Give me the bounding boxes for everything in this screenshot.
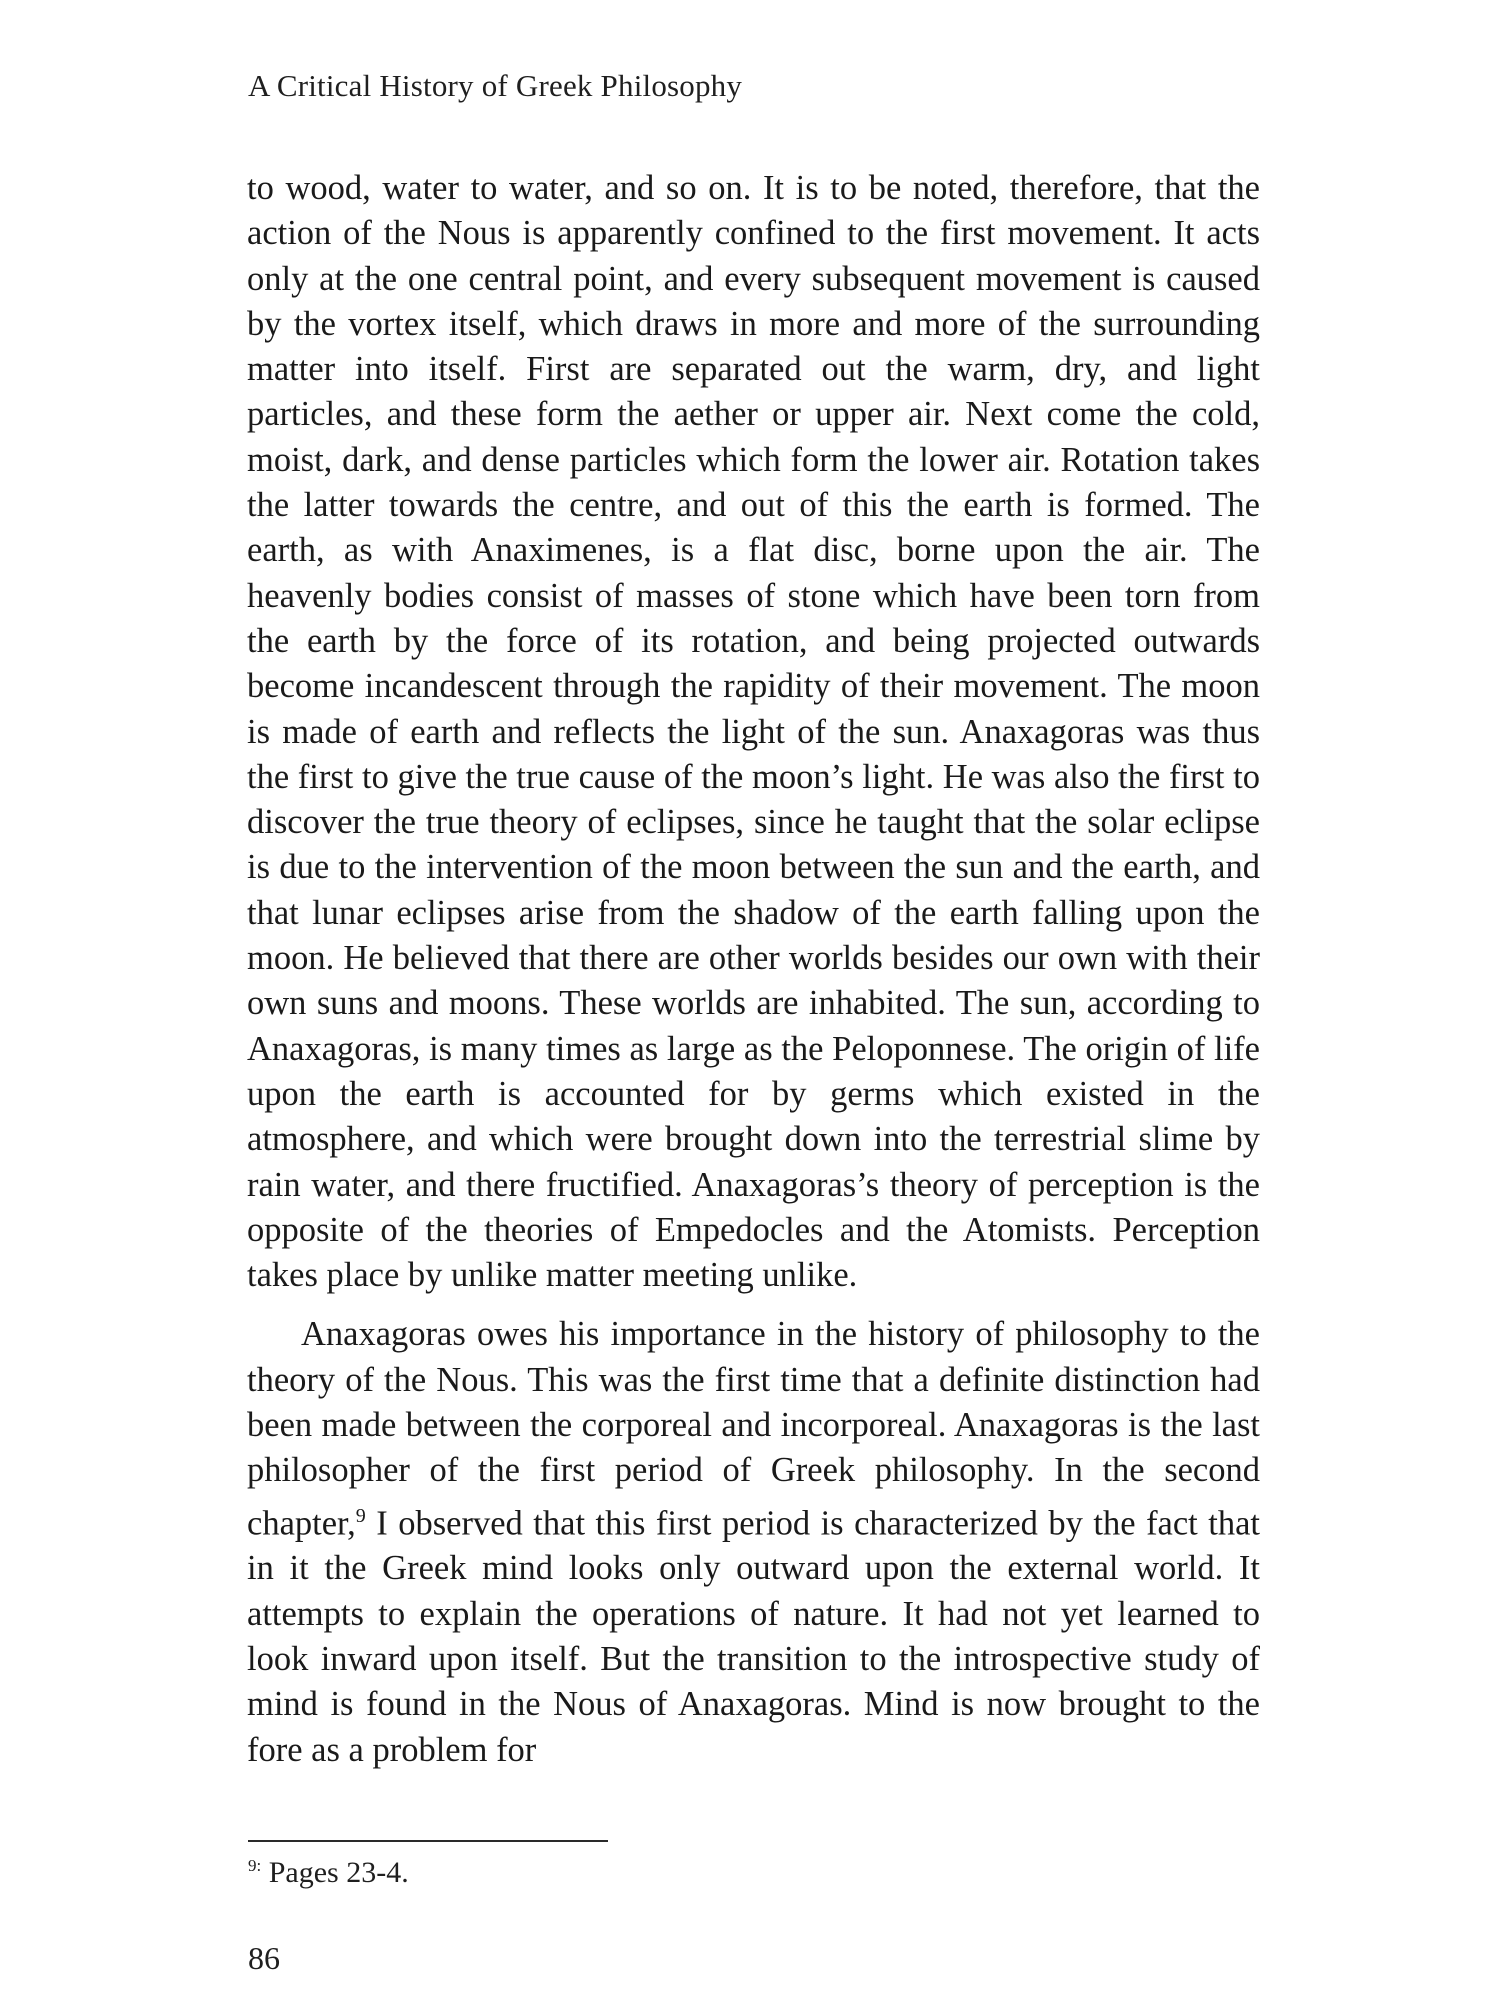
footnote-marker: 9: [248, 1856, 262, 1875]
footnote-text: Pages 23-4. [261, 1856, 409, 1889]
running-head-title: A Critical History of Greek Philosophy [248, 68, 743, 103]
paragraph-2-text-before-note: Anaxagoras owes his importance in the history of philosophy to the theory of the Nous. This was the first time that a definite distinction had been made between the corporeal and incorporeal. Anaxagoras is the last philosopher of the first period of Greek philosophy. In the second chapter, [247, 1315, 1260, 1543]
paragraph-2-text-after-note: I observed that this first period is characterized by the fact that in it the Greek mind looks only outward upon the external world. It attempts to explain the operations of nature. It had not yet learned to look inward upon itself. But the transition to the introspective study of mind is found in the Nous of Anaxagoras. Mind is now brought to the fore as a problem for [247, 1504, 1260, 1769]
footnote [248, 1856, 409, 1890]
footnote-divider [248, 1840, 608, 1842]
paragraph-2 [247, 1312, 1260, 1772]
paragraph-1: to wood, water to water, and so on. It is to be noted, therefore, that the action of the Nous is apparently confined to the first movement. It acts only at the one central point, and every subsequent movement is caused by the vortex itself, which draws in more and more of the surrounding matter into itself. First are separated out the warm, dry, and light particles, and these form the aether or upper air. Next come the cold, moist, dark, and dense particles which form the lower air. Rotation takes the latter towards the centre, and out of this the earth is formed. The earth, as with Anaximenes, is a flat disc, borne upon the air. The heavenly bodies consist of masses of stone which have been torn from the earth by the force of its rotation, and being projected outwards become incandescent through the rapidity of their movement. The moon is made of earth and reflects the light of the sun. Anaxagoras was thus the first to give the true cause of the moon’s light. He was also the first to discover the true theory of eclipses, since he taught that the solar eclipse is due to the intervention of the moon between the sun and the earth, and that lunar eclipses arise from the shadow of the earth falling upon the moon. He believed that there are other worlds besides our own with their own suns and moons. These worlds are inhabited. The sun, according to Anaxagoras, is many times as large as the Peloponnese. The origin of life upon the earth is accounted for by germs which existed in the atmosphere, and which were brought down into the terrestrial slime by rain water, and there fructified. Anaxagoras’s theory of perception is the opposite of the theories of Empedocles and the Atomists. Perception takes place by unlike matter meeting unlike. [247, 169, 1260, 1295]
body-text [247, 166, 1260, 1773]
footnote-reference-9: 9 [355, 1504, 366, 1527]
page-number: 86 [248, 1940, 280, 1976]
